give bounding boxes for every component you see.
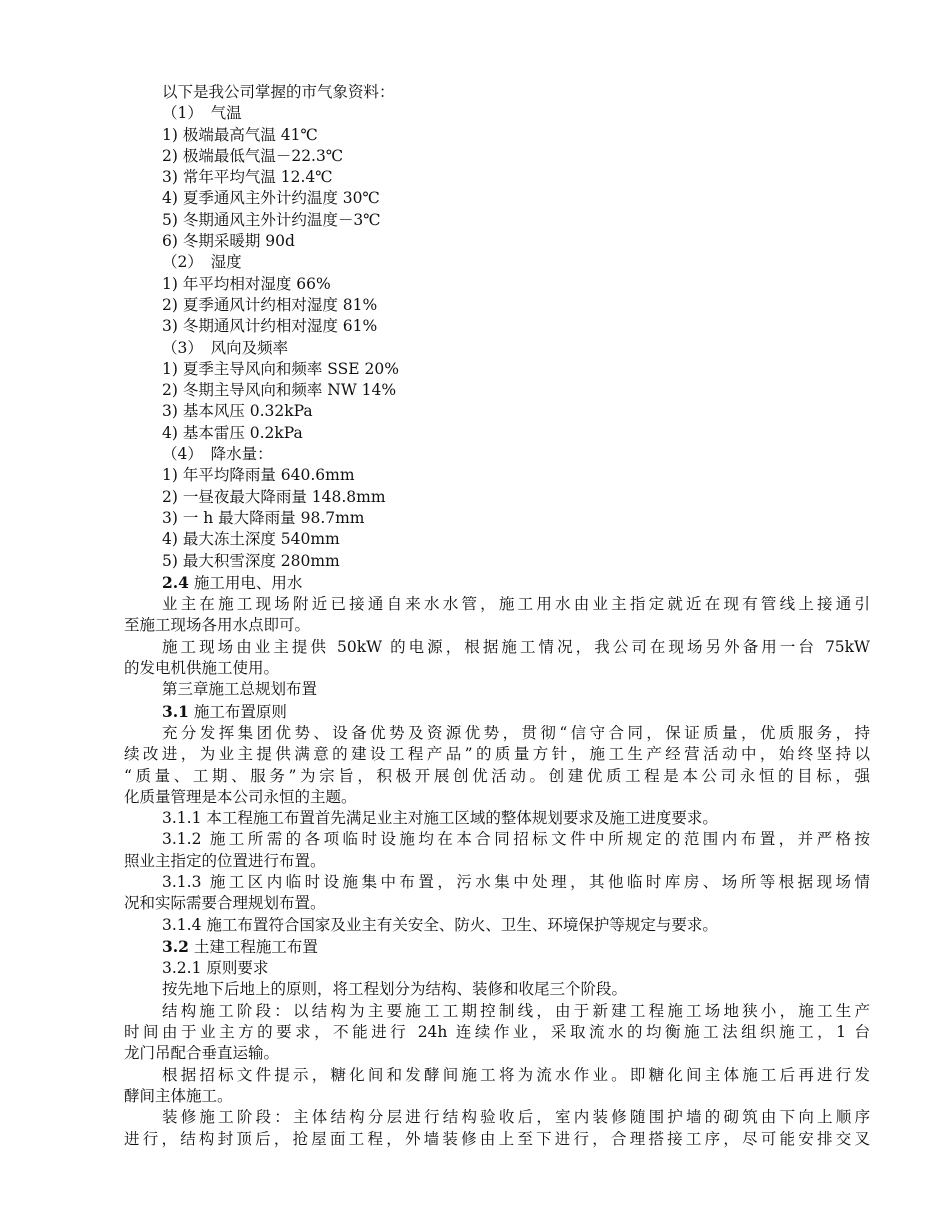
paragraph-line: 续改进，为业主提供满意的建设工程产品”的质量方针，施工生产经营活动中，始终坚持以 bbox=[124, 745, 870, 764]
weather-heading-humidity: （2） 湿度 bbox=[162, 253, 242, 272]
list-item: 3) 基本风压 0.32kPa bbox=[162, 402, 313, 421]
section-heading-2-4 bbox=[124, 572, 870, 594]
weather-heading-temperature: （1） 气温 bbox=[162, 104, 242, 123]
section-heading-3-2 bbox=[124, 936, 870, 958]
paragraph-line: 龙门吊配合垂直运输。 bbox=[124, 1044, 280, 1063]
paragraph-line: 照业主指定的位置进行布置。 bbox=[124, 851, 326, 870]
chapter-title: 第三章施工总规划布置 bbox=[162, 680, 318, 699]
list-item: 6) 冬期采暖期 90d bbox=[162, 232, 295, 251]
paragraph-line: 3.1.2 施工所需的各项临时设施均在本合同招标文件中所规定的范围内布置，并严格按 bbox=[162, 830, 870, 849]
paragraph-line: 况和实际需要合理规划布置。 bbox=[124, 894, 326, 913]
list-item: 1) 夏季主导风向和频率 SSE 20% bbox=[162, 359, 399, 378]
paragraph-line: 结构施工阶段：以结构为主要施工工期控制线，由于新建工程施工场地狭小，施工生产 bbox=[162, 1001, 870, 1020]
section-title: 土建工程施工布置 bbox=[188, 937, 318, 956]
paragraph-line: 时间由于业主方的要求，不能进行 24h 连续作业，采取流水的均衡施工法组织施工，1 台 bbox=[124, 1023, 870, 1042]
list-item: 1) 年平均降雨量 640.6mm bbox=[162, 466, 355, 485]
document-body bbox=[124, 82, 870, 1150]
list-item: 4) 最大冻土深度 540mm bbox=[162, 530, 340, 549]
list-item: 5) 最大积雪深度 280mm bbox=[162, 551, 340, 570]
paragraph-line: 3.1.4 施工布置符合国家及业主有关安全、防火、卫生、环境保护等规定与要求。 bbox=[162, 915, 718, 934]
section-title: 施工布置原则 bbox=[188, 702, 287, 721]
section-number: 3.2 bbox=[162, 936, 189, 956]
paragraph-line: 3.1.3 施工区内临时设施集中布置，污水集中处理，其他临时库房、场所等根据现场情 bbox=[162, 872, 870, 891]
list-item: 4) 基本雷压 0.2kPa bbox=[162, 423, 303, 442]
list-item: 2) 极端最低气温－22.3℃ bbox=[162, 146, 344, 165]
section-heading-3-1 bbox=[124, 701, 870, 723]
list-item: 2) 夏季通风计约相对湿度 81% bbox=[162, 295, 378, 314]
list-item: 5) 冬期通风主外计约温度－3℃ bbox=[162, 210, 381, 229]
list-item: 2) 冬期主导风向和频率 NW 14% bbox=[162, 381, 397, 400]
weather-heading-precipitation: （4） 降水量： bbox=[162, 445, 273, 464]
paragraph-line: 施工现场由业主提供 50kW 的电源，根据施工情况，我公司在现场另外备用一台 75kW bbox=[162, 637, 870, 656]
paragraph-line: 进行，结构封顶后，抢屋面工程，外墙装修由上至下进行，合理搭接工序，尽可能安排交叉 bbox=[124, 1129, 870, 1148]
paragraph-line: 酵间主体施工。 bbox=[124, 1086, 233, 1105]
paragraph-line: 业主在施工现场附近已接通自来水水管，施工用水由业主指定就近在现有管线上接通引 bbox=[162, 595, 870, 614]
list-item: 1) 极端最高气温 41℃ bbox=[162, 125, 318, 144]
section-number: 2.4 bbox=[162, 572, 189, 592]
subsection-heading-3-2-1: 3.2.1 原则要求 bbox=[162, 959, 269, 978]
paragraph-line: 3.1.1 本工程施工布置首先满足业主对施工区域的整体规划要求及施工进度要求。 bbox=[162, 809, 718, 828]
paragraph-line: 化质量管理是本公司永恒的主题。 bbox=[124, 787, 357, 806]
section-number: 3.1 bbox=[162, 701, 189, 721]
list-item: 4) 夏季通风主外计约温度 30℃ bbox=[162, 189, 380, 208]
list-item: 3) 冬期通风计约相对湿度 61% bbox=[162, 317, 378, 336]
paragraph-line: 按先地下后地上的原则，将工程划分为结构、装修和收尾三个阶段。 bbox=[162, 980, 628, 999]
list-item: 1) 年平均相对湿度 66% bbox=[162, 274, 331, 293]
paragraph-line: 根据招标文件提示，糖化间和发酵间施工将为流水作业。即糖化间主体施工后再进行发 bbox=[162, 1065, 870, 1084]
paragraph-line: 的发电机供施工使用。 bbox=[124, 659, 280, 678]
paragraph-line: 装修施工阶段：主体结构分层进行结构验收后，室内装修随围护墙的砌筑由下向上顺序 bbox=[162, 1108, 870, 1127]
paragraph-line: “质量、工期、服务”为宗旨，积极开展创优活动。创建优质工程是本公司永恒的目标，强 bbox=[124, 766, 870, 785]
paragraph-line: 充分发挥集团优势、设备优势及资源优势，贯彻“信守合同，保证质量，优质服务，持 bbox=[162, 723, 870, 742]
weather-heading-wind: （3） 风向及频率 bbox=[162, 338, 289, 357]
intro-line: 以下是我公司掌握的市气象资料： bbox=[162, 83, 395, 101]
list-item: 3) 一 h 最大降雨量 98.7mm bbox=[162, 508, 365, 527]
list-item: 3) 常年平均气温 12.4℃ bbox=[162, 168, 333, 187]
section-title: 施工用电、用水 bbox=[188, 573, 303, 592]
paragraph-line: 至施工现场各用水点即可。 bbox=[124, 616, 311, 635]
list-item: 2) 一昼夜最大降雨量 148.8mm bbox=[162, 487, 386, 506]
